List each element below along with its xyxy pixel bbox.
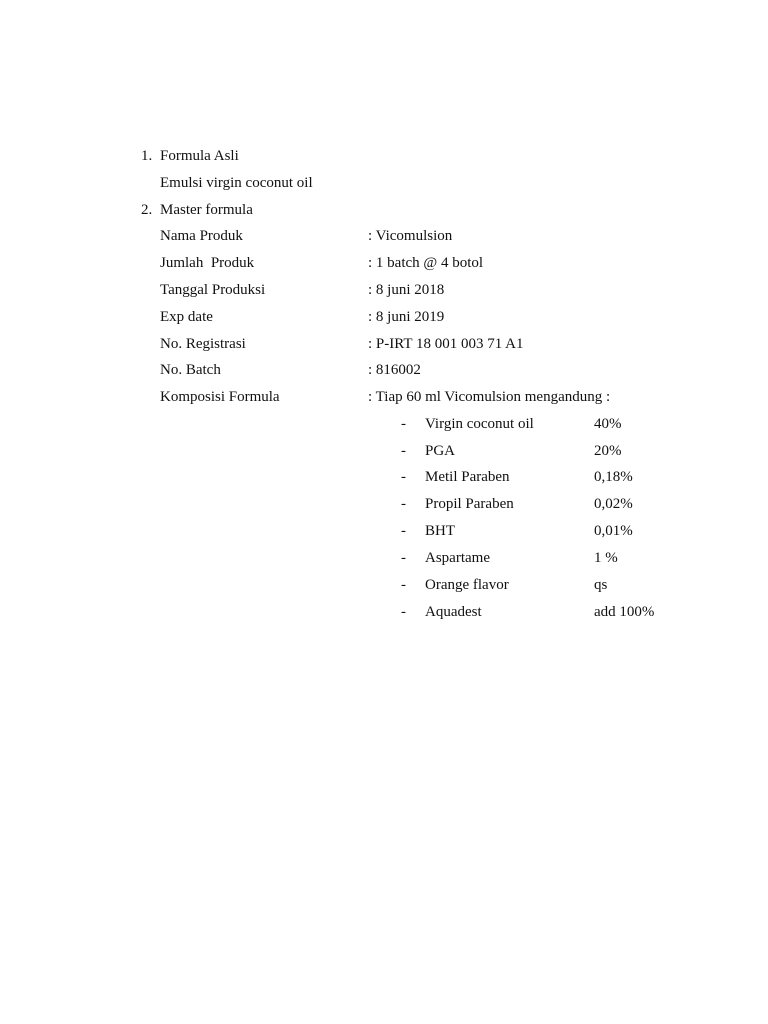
field-value-no-batch: : 816002 — [368, 362, 421, 378]
ingredient-amount: 0,01% — [594, 523, 633, 539]
field-label-nama-produk: Nama Produk — [160, 228, 243, 244]
ingredient-name: Orange flavor — [425, 577, 509, 593]
ingredient-bullet: - — [401, 523, 406, 539]
field-label-no-registrasi: No. Registrasi — [160, 336, 246, 352]
field-label-tanggal-produksi: Tanggal Produksi — [160, 282, 266, 298]
ingredient-name: Metil Paraben — [425, 469, 510, 485]
ingredient-bullet: - — [401, 443, 406, 459]
ingredient-amount: 1 % — [594, 550, 618, 566]
ingredient-name: BHT — [425, 523, 455, 539]
ingredient-amount: qs — [594, 577, 608, 593]
ingredient-bullet: - — [401, 496, 406, 512]
ingredient-bullet: - — [401, 604, 406, 620]
ingredient-bullet: - — [401, 577, 406, 593]
section-2-number: 2. — [141, 202, 153, 218]
ingredient-bullet: - — [401, 416, 406, 432]
section-2-title: Master formula — [160, 202, 253, 218]
section-1-subtitle: Emulsi virgin coconut oil — [160, 175, 313, 191]
section-1-number: 1. — [141, 148, 153, 164]
ingredient-amount: add 100% — [594, 604, 655, 620]
ingredient-bullet: - — [401, 469, 406, 485]
field-label-exp-date: Exp date — [160, 309, 213, 325]
ingredient-bullet: - — [401, 550, 406, 566]
field-value-no-registrasi: : P-IRT 18 001 003 71 A1 — [368, 336, 524, 352]
ingredient-amount: 0,02% — [594, 496, 633, 512]
ingredient-amount: 20% — [594, 443, 622, 459]
field-label-jumlah-produk: Jumlah Produk — [160, 255, 255, 271]
field-value-exp-date: : 8 juni 2019 — [368, 309, 445, 325]
field-label-no-batch: No. Batch — [160, 362, 221, 378]
field-value-jumlah-produk: : 1 batch @ 4 botol — [368, 255, 484, 271]
ingredient-name: Aquadest — [425, 604, 482, 620]
ingredient-name: Aspartame — [425, 550, 490, 566]
field-value-tanggal-produksi: : 8 juni 2018 — [368, 282, 445, 298]
section-1-title: Formula Asli — [160, 148, 239, 164]
ingredient-name: PGA — [425, 443, 456, 459]
field-value-komposisi-formula: : Tiap 60 ml Vicomulsion mengandung : — [368, 389, 611, 405]
ingredient-amount: 40% — [594, 416, 622, 432]
field-label-komposisi-formula: Komposisi Formula — [160, 389, 280, 405]
ingredient-name: Propil Paraben — [425, 496, 514, 512]
field-value-nama-produk: : Vicomulsion — [368, 228, 453, 244]
ingredient-amount: 0,18% — [594, 469, 633, 485]
ingredient-name: Virgin coconut oil — [425, 416, 534, 432]
